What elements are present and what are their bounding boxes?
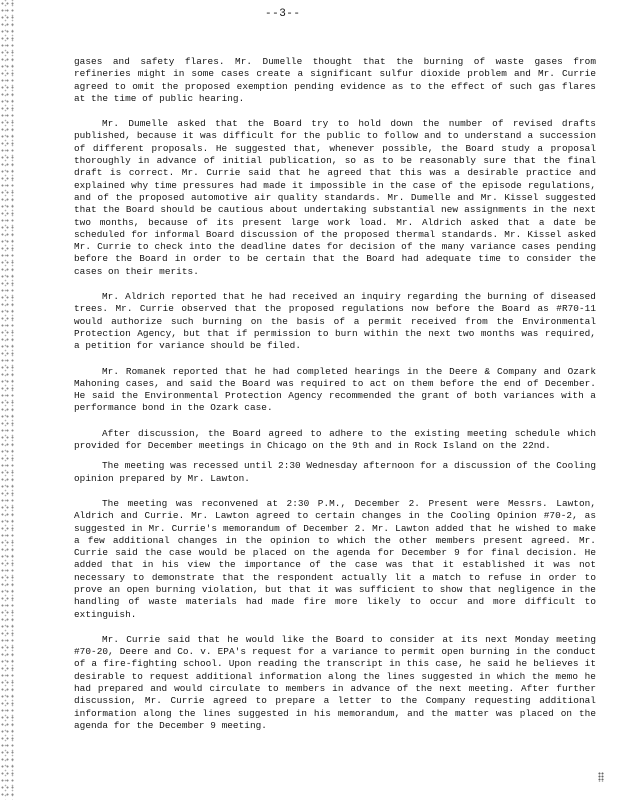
paragraph-recess: The meeting was recessed until 2:30 Wednesday afternoon for a discussion of the Cooling opinion prepared by Mr. Lawton.: [74, 460, 596, 484]
paragraph-deere-variance: Mr. Currie said that he would like the Board to consider at its next Monday meeting #70-20, Deere and Co. v. EPA's request for a variance to permit open burning in the conduct of a fire-fighting school. Upon reading the transcript in this case, he said he believes it desirable to request additional information along the lines suggested in which the memo he had prepared and would circulate to members in advance of the next meeting. After further discussion, Mr. Currie agreed to prepare a letter to the Company requesting additional information along the lines suggested in his memorandum, and the matter was placed on the agenda for the December 9 meeting.: [74, 633, 596, 731]
scanned-page-edge: [0, 0, 16, 800]
paragraph-diseased-trees: Mr. Aldrich reported that he had received an inquiry regarding the burning of diseased trees. Mr. Currie observed that the proposed regulations now before the Board as #R70-11 would authorize such burning on the basis of a permit received from the Environmental Protection Agency, but that if permission to burn within the next two months was required, a petition for variance should be filed.: [74, 291, 596, 352]
paragraph-reconvened: The meeting was reconvened at 2:30 P.M., December 2. Present were Messrs. Lawton, Aldrich and Currie. Mr. Lawton agreed to certain changes in the Cooling Opinion #70-2, as suggested in Mr. Currie's memorandum of December 2. Mr. Lawton added that he wished to make a few additional changes in the opinion to which the other members present agreed. Mr. Currie said the case would be placed on the agenda for December 9 for final decision. He added that in his view the importance of the case was that it established it was not necessary to demonstrate that the respondent actually lit a match to refuse in order to prove an open burning violation, but that it was sufficient to show that negligence in the handling of waste materials had made fire more likely to occur and more difficult to extinguish.: [74, 497, 596, 620]
paragraph-gas-flares: gases and safety flares. Mr. Dumelle thought that the burning of waste gases from refineries might in some cases create a significant sulfur dioxide problem and Mr. Currie agreed to omit the proposed exemption pending evidence as to the effect of such gas flares at the time of public hearing.: [74, 56, 596, 104]
paragraph-meeting-schedule: After discussion, the Board agreed to adhere to the existing meeting schedule which provided for December meetings in Chicago on the 9th and in Rock Island on the 22nd.: [74, 427, 596, 452]
page-number: --3--: [265, 8, 301, 20]
paragraph-hearings: Mr. Romanek reported that he had completed hearings in the Deere & Company and Ozark Mahoning cases, and said the Board was required to act on them before the end of December. He said the Environmental Protection Agency recommended the grant of both variances with a performance bond in the Ozark case.: [74, 365, 596, 414]
scan-speck: [598, 772, 604, 782]
paragraph-revised-drafts: Mr. Dumelle asked that the Board try to hold down the number of revised drafts published, because it was difficult for the public to follow and to understand a succession of different proposals. He suggested that, whenever possible, the Board study a proposal thoroughly in advance of initial publication, so as to be reasonably sure that the final draft is correct. Mr. Currie said that he agreed that this was a desirable practice and explained why time pressures had made it impossible in the case of the episode regulations, and of the proposed automotive air quality standards. Mr. Dumelle and Mr. Kissel suggested that the Board should be cautious about undertaking substantial new assignments in the next two months, because of its present large work load. Mr. Aldrich asked that a date be scheduled for informal Board discussion of the proposed thermal standards. Mr. Kissel asked Mr. Currie to check into the deadline dates for decision of the many variance cases pending before the Board in order to be certain that the Board had adequate time to consider the cases on their merits.: [74, 118, 596, 277]
minutes-body: [74, 56, 596, 745]
